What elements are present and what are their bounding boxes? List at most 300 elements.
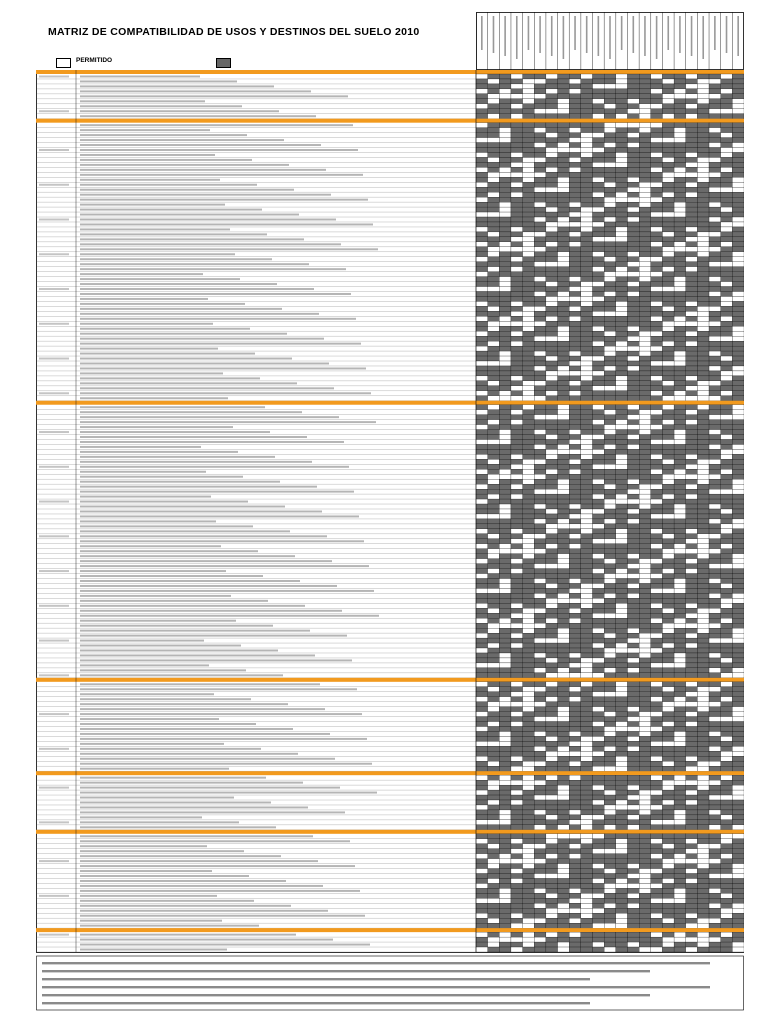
matrix-cell bbox=[651, 864, 663, 869]
matrix-cell bbox=[721, 785, 733, 790]
row-label-mark bbox=[80, 718, 219, 720]
row-label-mark bbox=[80, 421, 376, 423]
matrix-cell bbox=[616, 415, 628, 420]
matrix-cell bbox=[488, 272, 500, 277]
matrix-cell bbox=[709, 212, 721, 217]
matrix-cell bbox=[511, 564, 523, 569]
matrix-cell bbox=[534, 167, 546, 172]
matrix-cell bbox=[732, 815, 744, 820]
matrix-cell bbox=[604, 893, 616, 898]
matrix-cell bbox=[662, 326, 674, 331]
matrix-cell bbox=[732, 923, 744, 928]
matrix-cell bbox=[627, 79, 639, 84]
matrix-cell bbox=[616, 242, 628, 247]
matrix-cell bbox=[523, 834, 535, 839]
matrix-cell bbox=[639, 746, 651, 751]
matrix-cell bbox=[558, 878, 570, 883]
matrix-cell bbox=[686, 207, 698, 212]
matrix-cell bbox=[732, 722, 744, 727]
matrix-cell bbox=[709, 123, 721, 128]
matrix-cell bbox=[499, 282, 511, 287]
matrix-cell bbox=[709, 790, 721, 795]
matrix-cell bbox=[511, 898, 523, 903]
matrix-cell bbox=[499, 903, 511, 908]
matrix-cell bbox=[686, 489, 698, 494]
row-group-label-mark bbox=[39, 501, 69, 503]
matrix-cell bbox=[569, 232, 581, 237]
matrix-cell bbox=[534, 864, 546, 869]
matrix-cell bbox=[662, 544, 674, 549]
matrix-cell bbox=[662, 232, 674, 237]
matrix-cell bbox=[593, 839, 605, 844]
matrix-cell bbox=[674, 114, 686, 119]
matrix-cell bbox=[732, 227, 744, 232]
matrix-cell bbox=[569, 361, 581, 366]
matrix-cell bbox=[639, 474, 651, 479]
matrix-cell bbox=[476, 227, 488, 232]
matrix-cell bbox=[558, 74, 570, 79]
matrix-cell bbox=[686, 99, 698, 104]
matrix-cell bbox=[569, 849, 581, 854]
matrix-cell bbox=[697, 494, 709, 499]
matrix-cell bbox=[616, 854, 628, 859]
matrix-cell bbox=[709, 741, 721, 746]
matrix-cell bbox=[558, 810, 570, 815]
matrix-cell bbox=[569, 272, 581, 277]
matrix-cell bbox=[546, 839, 558, 844]
matrix-cell bbox=[523, 603, 535, 608]
matrix-cell bbox=[523, 815, 535, 820]
matrix-cell bbox=[674, 336, 686, 341]
matrix-cell bbox=[662, 593, 674, 598]
matrix-cell bbox=[511, 756, 523, 761]
matrix-cell bbox=[662, 202, 674, 207]
matrix-cell bbox=[709, 262, 721, 267]
matrix-cell bbox=[569, 301, 581, 306]
matrix-cell bbox=[604, 439, 616, 444]
matrix-cell bbox=[546, 148, 558, 153]
matrix-cell bbox=[662, 237, 674, 242]
matrix-cell bbox=[476, 391, 488, 396]
matrix-cell bbox=[686, 306, 698, 311]
matrix-cell bbox=[674, 192, 686, 197]
matrix-cell bbox=[499, 859, 511, 864]
matrix-cell bbox=[616, 839, 628, 844]
matrix-cell bbox=[627, 722, 639, 727]
matrix-cell bbox=[511, 854, 523, 859]
matrix-cell bbox=[488, 598, 500, 603]
footer-note-text-mark bbox=[42, 1002, 590, 1004]
matrix-cell bbox=[558, 459, 570, 464]
matrix-cell bbox=[569, 123, 581, 128]
matrix-cell bbox=[616, 197, 628, 202]
matrix-cell bbox=[721, 766, 733, 771]
matrix-cell bbox=[511, 415, 523, 420]
matrix-cell bbox=[499, 736, 511, 741]
matrix-cell bbox=[651, 301, 663, 306]
matrix-cell bbox=[604, 820, 616, 825]
matrix-cell bbox=[732, 420, 744, 425]
matrix-cell bbox=[674, 947, 686, 952]
matrix-cell bbox=[488, 311, 500, 316]
row-label-mark bbox=[80, 214, 299, 216]
matrix-cell bbox=[686, 356, 698, 361]
column-header-text-mark bbox=[691, 16, 693, 56]
matrix-cell bbox=[732, 623, 744, 628]
matrix-cell bbox=[569, 331, 581, 336]
matrix-cell bbox=[639, 217, 651, 222]
matrix-cell bbox=[616, 844, 628, 849]
matrix-cell bbox=[546, 114, 558, 119]
row-label-mark bbox=[80, 650, 278, 652]
matrix-cell bbox=[662, 123, 674, 128]
matrix-cell bbox=[732, 148, 744, 153]
matrix-cell bbox=[721, 673, 733, 678]
matrix-cell bbox=[523, 579, 535, 584]
matrix-cell bbox=[721, 84, 733, 89]
matrix-cell bbox=[627, 746, 639, 751]
matrix-cell bbox=[534, 346, 546, 351]
matrix-cell bbox=[488, 415, 500, 420]
matrix-cell bbox=[569, 157, 581, 162]
matrix-cell bbox=[558, 336, 570, 341]
matrix-cell bbox=[476, 152, 488, 157]
matrix-cell bbox=[593, 331, 605, 336]
matrix-cell bbox=[546, 272, 558, 277]
matrix-cell bbox=[616, 331, 628, 336]
matrix-cell bbox=[732, 717, 744, 722]
matrix-cell bbox=[523, 331, 535, 336]
matrix-cell bbox=[686, 697, 698, 702]
matrix-cell bbox=[511, 923, 523, 928]
matrix-cell bbox=[697, 192, 709, 197]
matrix-cell bbox=[604, 114, 616, 119]
matrix-cell bbox=[651, 820, 663, 825]
matrix-cell bbox=[721, 588, 733, 593]
matrix-cell bbox=[709, 157, 721, 162]
matrix-cell bbox=[511, 761, 523, 766]
matrix-cell bbox=[604, 405, 616, 410]
matrix-cell bbox=[558, 474, 570, 479]
matrix-cell bbox=[662, 603, 674, 608]
row-label-mark bbox=[80, 238, 304, 240]
matrix-cell bbox=[604, 74, 616, 79]
matrix-cell bbox=[651, 351, 663, 356]
matrix-cell bbox=[581, 825, 593, 830]
matrix-cell bbox=[616, 903, 628, 908]
matrix-cell bbox=[488, 222, 500, 227]
matrix-cell bbox=[697, 157, 709, 162]
matrix-cell bbox=[581, 287, 593, 292]
matrix-cell bbox=[697, 618, 709, 623]
matrix-cell bbox=[488, 232, 500, 237]
matrix-cell bbox=[488, 381, 500, 386]
matrix-cell bbox=[569, 638, 581, 643]
matrix-cell bbox=[558, 937, 570, 942]
matrix-cell bbox=[488, 94, 500, 99]
matrix-cell bbox=[662, 172, 674, 177]
matrix-cell bbox=[732, 648, 744, 653]
matrix-cell bbox=[546, 761, 558, 766]
matrix-cell bbox=[662, 79, 674, 84]
matrix-cell bbox=[523, 648, 535, 653]
matrix-cell bbox=[569, 844, 581, 849]
matrix-cell bbox=[651, 648, 663, 653]
matrix-cell bbox=[674, 202, 686, 207]
matrix-cell bbox=[546, 454, 558, 459]
matrix-cell bbox=[662, 192, 674, 197]
matrix-cell bbox=[499, 761, 511, 766]
matrix-cell bbox=[721, 152, 733, 157]
matrix-cell bbox=[488, 524, 500, 529]
matrix-cell bbox=[662, 785, 674, 790]
matrix-cell bbox=[639, 514, 651, 519]
matrix-cell bbox=[697, 187, 709, 192]
matrix-cell bbox=[709, 138, 721, 143]
matrix-cell bbox=[721, 207, 733, 212]
matrix-cell bbox=[499, 420, 511, 425]
matrix-cell bbox=[523, 908, 535, 913]
matrix-cell bbox=[569, 172, 581, 177]
matrix-cell bbox=[511, 212, 523, 217]
matrix-cell bbox=[499, 449, 511, 454]
matrix-cell bbox=[558, 143, 570, 148]
matrix-cell bbox=[523, 717, 535, 722]
matrix-cell bbox=[651, 702, 663, 707]
matrix-cell bbox=[639, 316, 651, 321]
matrix-cell bbox=[523, 608, 535, 613]
matrix-cell bbox=[721, 287, 733, 292]
matrix-cell bbox=[616, 469, 628, 474]
matrix-cell bbox=[651, 114, 663, 119]
matrix-cell bbox=[581, 648, 593, 653]
matrix-cell bbox=[581, 598, 593, 603]
matrix-cell bbox=[581, 331, 593, 336]
matrix-cell bbox=[721, 410, 733, 415]
matrix-cell bbox=[709, 444, 721, 449]
matrix-cell bbox=[697, 908, 709, 913]
matrix-cell bbox=[616, 707, 628, 712]
row-label-mark bbox=[80, 209, 262, 211]
row-group-label-mark bbox=[39, 860, 69, 862]
matrix-cell bbox=[534, 883, 546, 888]
matrix-cell bbox=[674, 800, 686, 805]
matrix-cell bbox=[686, 212, 698, 217]
matrix-cell bbox=[581, 603, 593, 608]
matrix-cell bbox=[523, 197, 535, 202]
matrix-cell bbox=[697, 549, 709, 554]
matrix-cell bbox=[523, 182, 535, 187]
matrix-cell bbox=[686, 444, 698, 449]
matrix-cell bbox=[639, 133, 651, 138]
matrix-cell bbox=[511, 736, 523, 741]
matrix-cell bbox=[558, 825, 570, 830]
matrix-cell bbox=[488, 371, 500, 376]
matrix-cell bbox=[732, 114, 744, 119]
row-label-mark bbox=[80, 426, 233, 428]
matrix-cell bbox=[569, 534, 581, 539]
matrix-cell bbox=[604, 386, 616, 391]
legend bbox=[56, 58, 316, 70]
matrix-cell bbox=[511, 257, 523, 262]
matrix-cell bbox=[523, 152, 535, 157]
matrix-cell bbox=[593, 529, 605, 534]
matrix-cell bbox=[581, 474, 593, 479]
matrix-cell bbox=[593, 410, 605, 415]
matrix-cell bbox=[581, 371, 593, 376]
matrix-cell bbox=[732, 133, 744, 138]
matrix-cell bbox=[558, 800, 570, 805]
matrix-cell bbox=[697, 524, 709, 529]
matrix-cell bbox=[697, 775, 709, 780]
matrix-cell bbox=[593, 741, 605, 746]
matrix-cell bbox=[488, 197, 500, 202]
matrix-cell bbox=[488, 893, 500, 898]
matrix-cell bbox=[604, 212, 616, 217]
matrix-cell bbox=[697, 722, 709, 727]
matrix-cell bbox=[476, 702, 488, 707]
matrix-cell bbox=[709, 539, 721, 544]
matrix-cell bbox=[732, 479, 744, 484]
matrix-cell bbox=[604, 351, 616, 356]
matrix-cell bbox=[651, 232, 663, 237]
matrix-cell bbox=[721, 603, 733, 608]
matrix-cell bbox=[662, 316, 674, 321]
matrix-cell bbox=[709, 593, 721, 598]
matrix-cell bbox=[523, 549, 535, 554]
matrix-cell bbox=[674, 918, 686, 923]
matrix-cell bbox=[581, 564, 593, 569]
matrix-cell bbox=[639, 588, 651, 593]
matrix-cell bbox=[511, 707, 523, 712]
matrix-cell bbox=[627, 682, 639, 687]
matrix-cell bbox=[709, 893, 721, 898]
matrix-cell bbox=[523, 741, 535, 746]
matrix-cell bbox=[476, 859, 488, 864]
matrix-cell bbox=[558, 869, 570, 874]
matrix-cell bbox=[721, 439, 733, 444]
matrix-cell bbox=[662, 301, 674, 306]
matrix-cell bbox=[639, 361, 651, 366]
matrix-cell bbox=[534, 381, 546, 386]
matrix-cell bbox=[593, 800, 605, 805]
matrix-cell bbox=[651, 415, 663, 420]
matrix-cell bbox=[499, 628, 511, 633]
matrix-cell bbox=[697, 242, 709, 247]
matrix-cell bbox=[732, 736, 744, 741]
matrix-cell bbox=[523, 878, 535, 883]
matrix-cell bbox=[499, 815, 511, 820]
matrix-cell bbox=[581, 519, 593, 524]
matrix-cell bbox=[651, 341, 663, 346]
matrix-cell bbox=[651, 834, 663, 839]
matrix-cell bbox=[604, 94, 616, 99]
matrix-cell bbox=[534, 722, 546, 727]
matrix-cell bbox=[709, 618, 721, 623]
matrix-cell bbox=[662, 311, 674, 316]
matrix-cell bbox=[534, 152, 546, 157]
row-label-mark bbox=[80, 560, 332, 562]
matrix-cell bbox=[558, 554, 570, 559]
row-group-label-mark bbox=[39, 748, 69, 750]
matrix-cell bbox=[488, 756, 500, 761]
matrix-cell bbox=[686, 888, 698, 893]
matrix-cell bbox=[604, 593, 616, 598]
matrix-cell bbox=[488, 262, 500, 267]
matrix-cell bbox=[534, 504, 546, 509]
matrix-cell bbox=[593, 84, 605, 89]
matrix-cell bbox=[709, 623, 721, 628]
matrix-cell bbox=[546, 84, 558, 89]
row-label-mark bbox=[80, 792, 377, 794]
matrix-cell bbox=[697, 727, 709, 732]
matrix-cell bbox=[581, 775, 593, 780]
matrix-cell bbox=[651, 534, 663, 539]
matrix-cell bbox=[476, 386, 488, 391]
matrix-cell bbox=[616, 79, 628, 84]
matrix-cell bbox=[674, 109, 686, 114]
matrix-cell bbox=[732, 376, 744, 381]
matrix-cell bbox=[721, 859, 733, 864]
matrix-cell bbox=[558, 898, 570, 903]
matrix-cell bbox=[651, 94, 663, 99]
row-label-mark bbox=[80, 273, 203, 275]
matrix-cell bbox=[476, 494, 488, 499]
matrix-cell bbox=[651, 371, 663, 376]
matrix-cell bbox=[686, 707, 698, 712]
row-label-mark bbox=[80, 870, 212, 872]
matrix-cell bbox=[627, 790, 639, 795]
matrix-cell bbox=[651, 376, 663, 381]
row-label-mark bbox=[80, 510, 322, 512]
matrix-cell bbox=[721, 479, 733, 484]
matrix-cell bbox=[476, 454, 488, 459]
matrix-cell bbox=[499, 839, 511, 844]
matrix-cell bbox=[616, 727, 628, 732]
matrix-cell bbox=[709, 839, 721, 844]
matrix-cell bbox=[488, 751, 500, 756]
matrix-cell bbox=[616, 874, 628, 879]
matrix-cell bbox=[523, 903, 535, 908]
matrix-cell bbox=[534, 464, 546, 469]
matrix-cell bbox=[616, 227, 628, 232]
matrix-cell bbox=[581, 316, 593, 321]
matrix-cell bbox=[651, 766, 663, 771]
row-label-mark bbox=[80, 693, 214, 695]
matrix-cell bbox=[616, 859, 628, 864]
row-label-mark bbox=[80, 323, 213, 325]
matrix-cell bbox=[546, 766, 558, 771]
matrix-cell bbox=[674, 608, 686, 613]
matrix-cell bbox=[511, 474, 523, 479]
matrix-cell bbox=[534, 736, 546, 741]
matrix-cell bbox=[627, 668, 639, 673]
matrix-cell bbox=[558, 874, 570, 879]
matrix-cell bbox=[651, 439, 663, 444]
matrix-cell bbox=[511, 187, 523, 192]
matrix-cell bbox=[546, 731, 558, 736]
matrix-cell bbox=[488, 444, 500, 449]
matrix-cell bbox=[639, 736, 651, 741]
matrix-cell bbox=[581, 148, 593, 153]
matrix-cell bbox=[732, 474, 744, 479]
matrix-cell bbox=[732, 653, 744, 658]
matrix-cell bbox=[569, 381, 581, 386]
matrix-cell bbox=[488, 544, 500, 549]
matrix-cell bbox=[651, 668, 663, 673]
matrix-cell bbox=[616, 474, 628, 479]
matrix-cell bbox=[558, 638, 570, 643]
